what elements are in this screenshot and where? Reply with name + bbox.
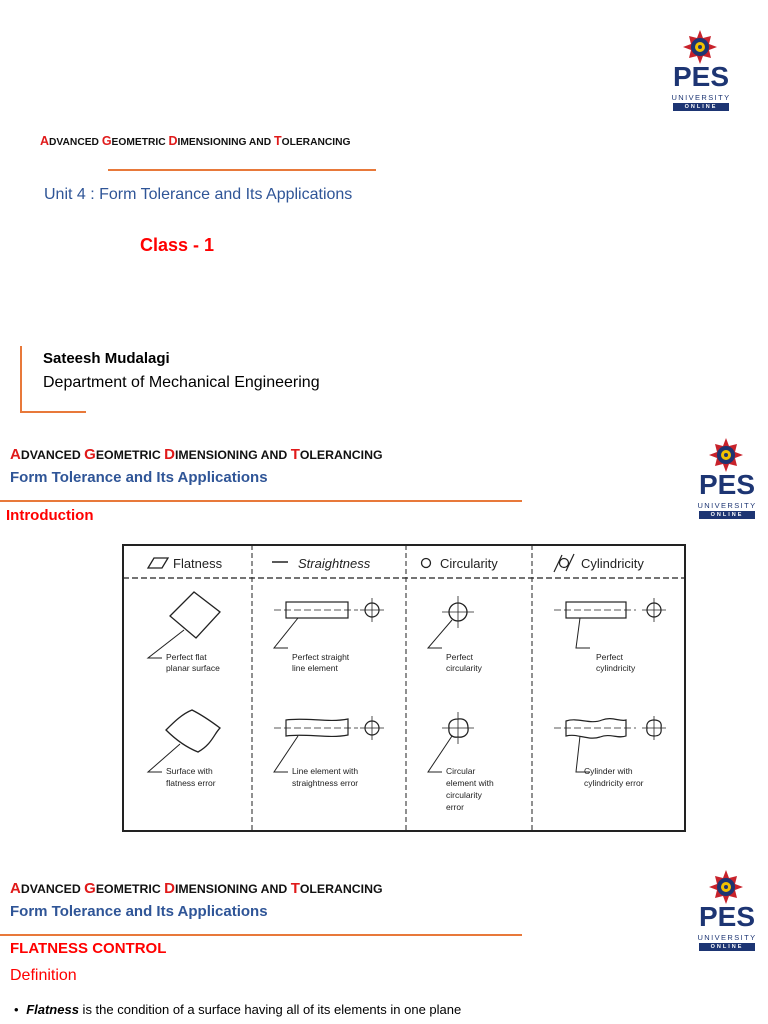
caption-flatness-perfect-2: planar surface bbox=[166, 663, 220, 673]
title-slide bbox=[0, 0, 768, 432]
logo-online: ONLINE bbox=[699, 943, 755, 951]
caption-straightness-error-2: straightness error bbox=[292, 778, 359, 788]
logo-university: UNIVERSITY bbox=[697, 501, 757, 510]
definition-label: Definition bbox=[10, 967, 77, 984]
flatness-control-slide bbox=[0, 864, 768, 1024]
pes-university-logo bbox=[668, 30, 734, 120]
course-title: ADVANCED GEOMETRIC DIMENSIONING AND TOLERANCING bbox=[40, 134, 351, 148]
pes-emblem-icon bbox=[683, 30, 717, 64]
subtitle: Form Tolerance and Its Applications bbox=[10, 469, 268, 486]
pes-emblem-icon bbox=[709, 438, 743, 472]
logo-wordmark: PES bbox=[698, 469, 756, 500]
logo-university: UNIVERSITY bbox=[697, 933, 757, 942]
logo-online: ONLINE bbox=[699, 511, 755, 519]
section-title: Introduction bbox=[6, 507, 94, 524]
caption-straightness-perfect-1: Perfect straight bbox=[292, 652, 350, 662]
flatness-definition-bullet bbox=[14, 1002, 461, 1017]
caption-circularity-perfect-2: circularity bbox=[446, 663, 482, 673]
bullet-term: Flatness bbox=[26, 1002, 79, 1017]
pes-university-logo bbox=[694, 438, 760, 528]
caption-straightness-error-1: Line element with bbox=[292, 766, 359, 776]
subtitle: Form Tolerance and Its Applications bbox=[10, 903, 268, 920]
header-circularity: Circularity bbox=[440, 556, 498, 571]
class-label: Class - 1 bbox=[140, 235, 215, 255]
caption-circularity-perfect-1: Perfect bbox=[446, 652, 473, 662]
unit-title: Unit 4 : Form Tolerance and Its Applications bbox=[44, 186, 353, 203]
header-flatness: Flatness bbox=[173, 556, 223, 571]
pes-university-logo bbox=[694, 870, 760, 960]
caption-flatness-error-2: flatness error bbox=[166, 778, 216, 788]
bullet-icon: • bbox=[14, 1002, 19, 1017]
form-tolerance-figure bbox=[122, 544, 686, 832]
caption-circularity-error-2: element with bbox=[446, 778, 494, 788]
caption-circularity-error-3: circularity bbox=[446, 790, 482, 800]
header-rule bbox=[0, 500, 522, 502]
logo-university: UNIVERSITY bbox=[671, 93, 731, 102]
caption-flatness-error-1: Surface with bbox=[166, 766, 213, 776]
header-cylindricity: Cylindricity bbox=[581, 556, 644, 571]
section-title: FLATNESS CONTROL bbox=[10, 940, 167, 957]
caption-cylindricity-perfect-1: Perfect bbox=[596, 652, 623, 662]
presenter-rule-vertical bbox=[20, 346, 22, 412]
caption-cylindricity-error-2: cylindricity error bbox=[584, 778, 644, 788]
caption-circularity-error-1: Circular bbox=[446, 766, 476, 776]
pes-emblem-icon bbox=[709, 870, 743, 904]
caption-flatness-perfect-1: Perfect flat bbox=[166, 652, 207, 662]
presenter-rule-horizontal bbox=[20, 411, 86, 413]
header-straightness: Straightness bbox=[298, 556, 371, 571]
caption-straightness-perfect-2: line element bbox=[292, 663, 338, 673]
header-rule bbox=[0, 934, 522, 936]
caption-cylindricity-perfect-2: cylindricity bbox=[596, 663, 636, 673]
department: Department of Mechanical Engineering bbox=[43, 374, 320, 391]
introduction-slide bbox=[0, 432, 768, 864]
logo-wordmark: PES bbox=[672, 61, 730, 92]
title-rule bbox=[108, 169, 376, 171]
course-title: ADVANCED GEOMETRIC DIMENSIONING AND TOLERANCING bbox=[10, 446, 383, 463]
logo-wordmark: PES bbox=[698, 901, 756, 932]
logo-online: ONLINE bbox=[673, 103, 729, 111]
presenter-name: Sateesh Mudalagi bbox=[43, 350, 170, 367]
caption-circularity-error-4: error bbox=[446, 802, 464, 812]
bullet-text: is the condition of a surface having all of its elements in one plane bbox=[78, 1002, 462, 1017]
course-title: ADVANCED GEOMETRIC DIMENSIONING AND TOLERANCING bbox=[10, 880, 383, 897]
caption-cylindricity-error-1: Cylinder with bbox=[584, 766, 633, 776]
